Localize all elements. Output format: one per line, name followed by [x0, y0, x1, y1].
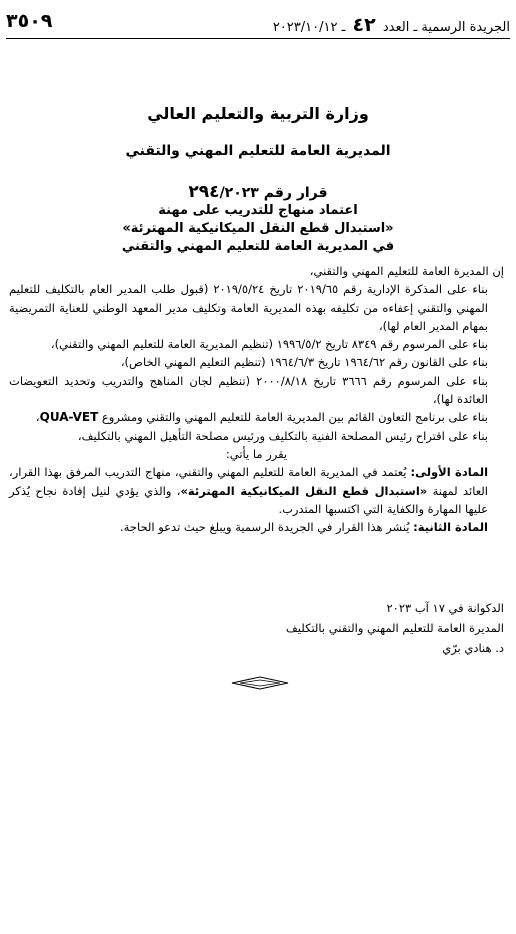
- article-one-text: يُعتمد في المديرية العامة للتعليم المهني والتقني، منهاج التدريب المرفق بهذا القرار، العائد لمهنة: [9, 465, 488, 498]
- article-two-label: المادة الثانية:: [413, 520, 488, 535]
- article-two-text: يُنشر هذا القرار في الجريدة الرسمية ويبلغ حيث تدعو الحاجة.: [120, 520, 410, 535]
- ministry-title: وزارة التربية والتعليم العالي: [147, 104, 369, 123]
- reference-decree-8349: بناء على المرسوم رقم ٨٣٤٩ تاريخ ١٩٩٦/٥/٢ (تنظيم المديرية العامة للتعليم المهني والتقني)،: [50, 337, 488, 352]
- directorate-title: المديرية العامة للتعليم المهني والتقني: [125, 143, 391, 159]
- decision-title-line1: اعتماد منهاج للتدريب على مهنة: [158, 203, 358, 218]
- profession-name: «استبدال قطع النقل الميكانيكية المهترئة»: [180, 483, 428, 498]
- decision-number-line: [0, 183, 516, 202]
- decision-title-line2: «استبدال قطع النقل الميكانيكية المهترئة»: [122, 221, 394, 236]
- project-name: QUA-VET: [39, 410, 99, 425]
- reference-cooperation-text: بناء على برنامج التعاون القائم بين المديرية العامة للتعليم المهني والتقني ومشروع: [101, 410, 488, 425]
- title-block: [0, 104, 516, 256]
- decision-body: [9, 262, 504, 536]
- place-date: الدكوانة في ١٧ آب ٢٠٢٣: [386, 601, 504, 615]
- signatory-role: المديرة العامة للتعليم المهني والتقني بالتكليف: [285, 621, 504, 635]
- article-two: [9, 518, 504, 536]
- article-one-label: المادة الأولى:: [410, 465, 489, 480]
- signatory-name: د. هنادي برّي: [442, 641, 504, 655]
- running-header: [273, 14, 510, 36]
- decision-title-line3: في المديرية العامة للتعليم المهني والتقني: [121, 239, 395, 254]
- reference-cooperation: بناء على برنامج التعاون القائم بين المديرية العامة للتعليم المهني والتقني ومشروع QUA-VET،: [35, 410, 488, 425]
- reference-decree-3666: بناء على المرسوم رقم ٣٦٦٦ تاريخ ٢٠٠٠/٨/١٨ (تنظيم لجان المناهج والتدريب وتحديد التعويضات العائدة لها)،: [9, 373, 488, 407]
- page-header: [6, 10, 510, 36]
- header-rule: [6, 38, 510, 39]
- gazette-title: الجريدة الرسمية ـ العدد: [382, 20, 510, 35]
- page-number: ٣٥٠٩: [6, 10, 53, 32]
- reference-proposal: بناء على اقتراح رئيس المصلحة الفنية بالتكليف ورئيس مصلحة التأهيل المهني بالتكليف،: [77, 428, 488, 443]
- decision-number: ٢٩٤: [188, 182, 220, 202]
- end-ornament-icon: [230, 676, 290, 690]
- reference-law-62: بناء على القانون رقم ١٩٦٤/٦٢ تاريخ ١٩٦٤/٦/٣ (تنظيم التعليم المهني الخاص)،: [120, 355, 488, 370]
- decision-prefix: قرار رقم: [263, 185, 328, 201]
- reference-memo: بناء على المذكرة الإدارية رقم ٢٠١٩/٦٥ تاريخ ٢٠١٩/٥/٢٤ (قبول طلب المدير العام بالتكليف للتعليم المهني والتقني إعفاءه من تكليفه بهذه المديرية العامة وتكليف مدير المعهد الوطني للعناية التمريضية بمهام المدير العام لها)،: [9, 282, 488, 333]
- article-one: [9, 463, 504, 518]
- resolves-heading: يقرر ما يأتي:: [225, 446, 288, 461]
- intro-paragraph: إن المديرة العامة للتعليم المهني والتقني،: [309, 264, 504, 278]
- decision-year: /٢٠٢٣: [219, 185, 259, 201]
- signature-block: [286, 598, 504, 658]
- issue-date: ـ ٢٠٢٣/١٠/١٢: [272, 20, 346, 35]
- article-one-text-end: ، والذي يؤدي لنيل إفادة نجاح يُذكر عليها المهارة والكفاية التي اكتسبها المتدرب.: [9, 483, 488, 516]
- issue-number: ٤٢: [352, 14, 376, 36]
